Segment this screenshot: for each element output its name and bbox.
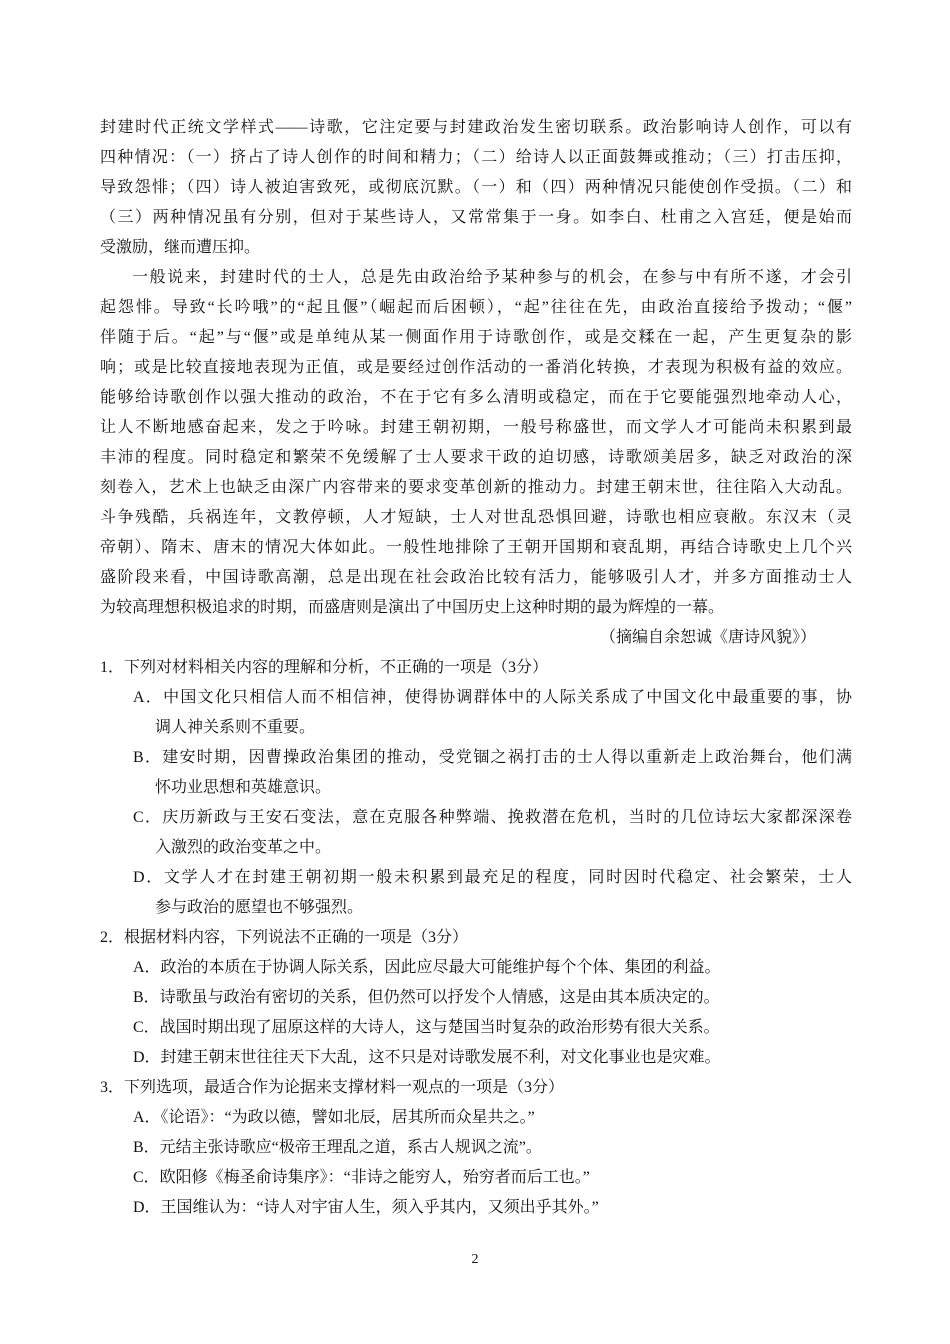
question-2 [100, 923, 852, 1073]
passage-paragraph-2 [100, 263, 852, 623]
option-c: C．欧阳修《梅圣俞诗集序》：“非诗之能穷人，殆穷者而后工也。” [133, 1169, 590, 1186]
question-stem: 1．下列对材料相关内容的理解和分析，不正确的一项是（3分） [100, 659, 549, 676]
option-d: D．王国维认为：“诗人对宇宙人生，须入乎其内，又须出乎其外。” [133, 1199, 599, 1216]
question-stem: 3．下列选项，最适合作为论据来支撑材料一观点的一项是（3分） [100, 1079, 565, 1096]
passage-paragraph-1 [100, 113, 852, 263]
text-line: 起怨悱。导致“长吟哦”的“起且偃”（崛起而后困顿），“起”往往在先，由政治直接给予拨动；“偃” [100, 299, 852, 316]
option-a: A．《论语》：“为政以德，譬如北辰，居其所而众星共之。” [133, 1109, 535, 1126]
text-line: 斗争残酷，兵祸连年，文教停顿，人才短缺，士人对世乱恐惧回避，诗歌也相应衰敝。东汉末（灵 [100, 509, 852, 526]
text-line: 一般说来，封建时代的士人，总是先由政治给予某种参与的机会，在参与中有所不遂，才会引 [132, 269, 852, 286]
text-line: 帝朝）、隋末、唐末的情况大体如此。一般性地排除了王朝开国期和衰乱期，再结合诗歌史上几个兴 [100, 539, 852, 556]
text-line: 响；或是比较直接地表现为正值，或是要经过创作活动的一番消化转换，才表现为积极有益的效应。 [100, 359, 852, 376]
option-a: A．中国文化只相信人而不相信神，使得协调群体中的人际关系成了中国文化中最重要的事，协 [133, 689, 852, 706]
question-3 [100, 1073, 852, 1223]
text-line: 封建时代正统文学样式——诗歌，它注定要与封建政治发生密切联系。政治影响诗人创作，可以有 [100, 119, 852, 136]
option-a: A．政治的本质在于协调人际关系，因此应尽最大可能维护每个个体、集团的利益。 [133, 959, 721, 976]
text-line: 四种情况：（一）挤占了诗人创作的时间和精力；（二）给诗人以正面鼓舞或推动；（三）打击压抑， [100, 149, 852, 166]
question-stem: 2．根据材料内容，下列说法不正确的一项是（3分） [100, 929, 469, 946]
text-line: 为较高理想积极追求的时期，而盛唐则是演出了中国历史上这种时期的最为辉煌的一幕。 [100, 599, 725, 616]
option-c: C．战国时期出现了屈原这样的大诗人，这与楚国当时复杂的政治形势有很大关系。 [133, 1019, 720, 1036]
source-citation: （摘编自余恕诚《唐诗风貌》） [599, 629, 816, 646]
text-line: 伴随于后。“起”与“偃”或是单纯从某一侧面作用于诗歌创作，或是交糅在一起，产生更复杂的影 [100, 329, 852, 346]
option-d-cont: 参与政治的愿望也不够强烈。 [155, 899, 364, 916]
text-line: 导致怨悱；（四）诗人被迫害致死，或彻底沉默。（一）和（四）两种情况只能使创作受损。（二）和 [100, 179, 852, 196]
page-number: 2 [471, 1252, 479, 1267]
option-b: B．建安时期，因曹操政治集团的推动，受党锢之祸打击的士人得以重新走上政治舞台，他们满 [133, 749, 852, 766]
option-b: B．诗歌虽与政治有密切的关系，但仍然可以抒发个人情感，这是由其本质决定的。 [133, 989, 720, 1006]
option-c: C．庆历新政与王安石变法，意在克服各种弊端、挽救潜在危机，当时的几位诗坛大家都深深卷 [133, 809, 852, 826]
option-a-cont: 调人神关系则不重要。 [155, 719, 316, 736]
text-line: 丰沛的程度。同时稳定和繁荣不免缓解了士人要求干政的迫切感，诗歌颂美居多，缺乏对政治的深 [100, 449, 852, 466]
option-c-cont: 入激烈的政治变革之中。 [155, 839, 332, 856]
text-line: （三）两种情况虽有分别，但对于某些诗人，又常常集于一身。如李白、杜甫之入宫廷，便是始而 [100, 209, 852, 226]
text-line: 受激励，继而遭压抑。 [100, 239, 261, 256]
option-d: D．文学人才在封建王朝初期一般未积累到最充足的程度，同时因时代稳定、社会繁荣，士人 [133, 869, 852, 886]
option-b: B．元结主张诗歌应“极帝王理乱之道，系古人规讽之流”。 [133, 1139, 542, 1156]
text-line: 能够给诗歌创作以强大推动的政治，不在于它有多么清明或稳定，而在于它要能强烈地牵动人心， [100, 389, 852, 406]
text-line: 刻卷入，艺术上也缺乏由深广内容带来的要求变革创新的推动力。封建王朝末世，往往陷入大动乱。 [100, 479, 852, 496]
text-line: 盛阶段来看，中国诗歌高潮，总是出现在社会政治比较有活力，能够吸引人才，并多方面推动士人 [100, 569, 852, 586]
question-1 [100, 653, 852, 923]
document-body [100, 113, 852, 1223]
text-line: 让人不断地感奋起来，发之于吟咏。封建王朝初期，一般号称盛世，而文学人才可能尚未积累到最 [100, 419, 852, 436]
option-d: D．封建王朝末世往往天下大乱，这不只是对诗歌发展不利，对文化事业也是灾难。 [133, 1049, 721, 1066]
option-b-cont: 怀功业思想和英雄意识。 [155, 779, 332, 796]
